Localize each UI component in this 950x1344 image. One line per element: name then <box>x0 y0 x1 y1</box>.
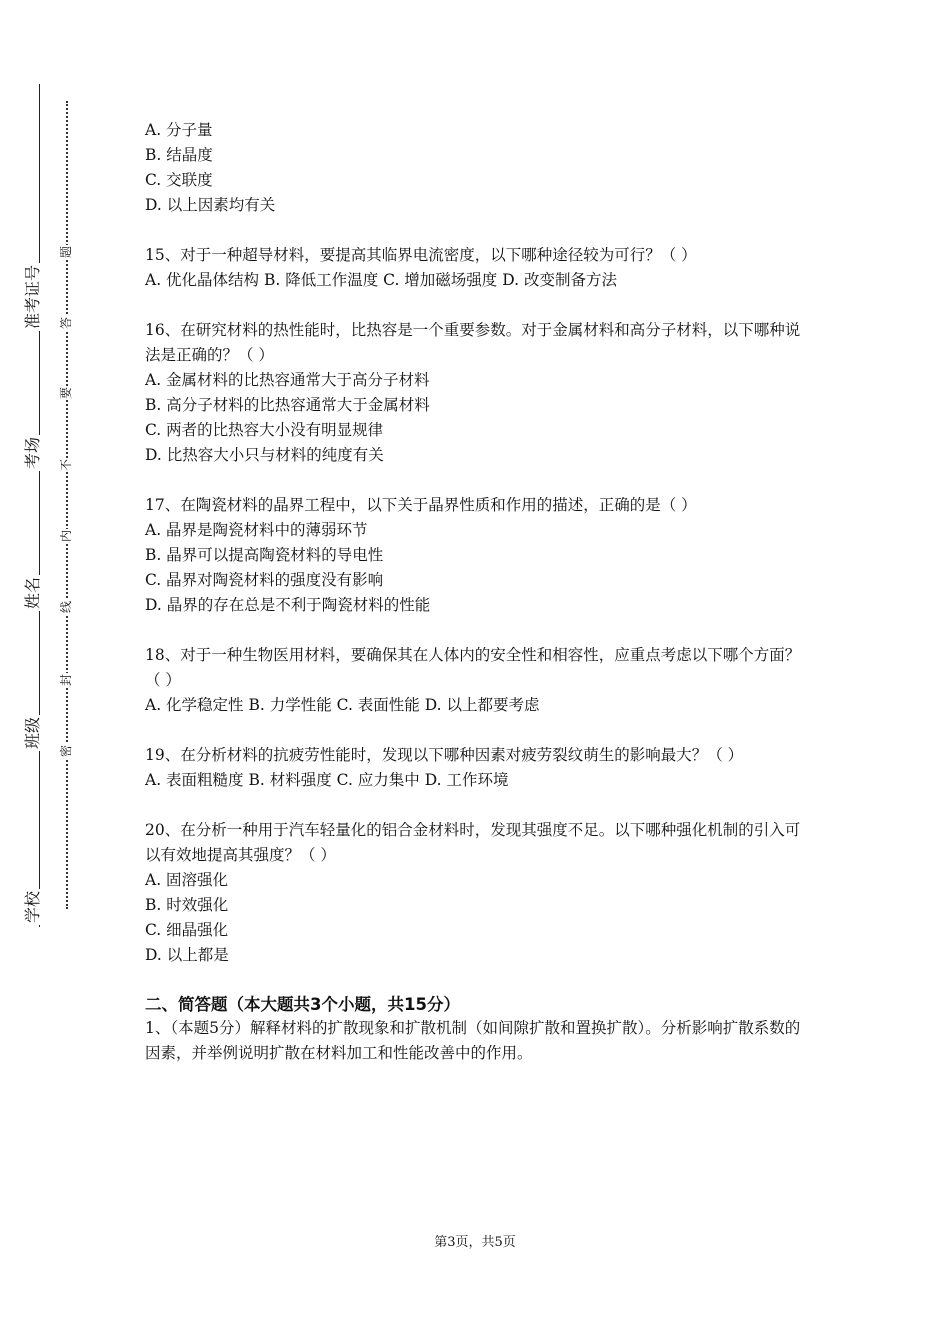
seal-char: 不 <box>59 458 73 471</box>
q17-option-c: C. 晶界对陶瓷材料的强度没有影响 <box>145 571 384 589</box>
q20-option-d: D. 以上都是 <box>145 946 229 964</box>
seal-dotted-line <box>66 101 68 909</box>
q15-options: A. 优化晶体结构 B. 降低工作温度 C. 增加磁场强度 D. 改变制备方法 <box>145 271 617 289</box>
q16-option-b: B. 高分子材料的比热容通常大于金属材料 <box>145 396 430 414</box>
label-exam-room: 考场 <box>23 436 42 469</box>
seal-char: 密 <box>59 744 73 757</box>
q20-option-c: C. 细晶强化 <box>145 921 229 939</box>
label-name: 姓名 <box>23 576 42 609</box>
q14-option-c: C. 交联度 <box>145 171 213 189</box>
label-school: 学校 <box>23 890 42 923</box>
q20-option-b: B. 时效强化 <box>145 896 229 914</box>
q14-option-b: B. 结晶度 <box>145 146 213 164</box>
q17-option-d: D. 晶界的存在总是不利于陶瓷材料的性能 <box>145 596 431 614</box>
q17-option-a: A. 晶界是陶瓷材料中的薄弱环节 <box>145 521 368 539</box>
q17-option-b: B. 晶界可以提高陶瓷材料的导电性 <box>145 546 384 564</box>
binding-line <box>39 84 40 927</box>
seal-char: 要 <box>59 386 73 399</box>
q15-stem: 15、对于一种超导材料，要提高其临界电流密度，以下哪种途径较为可行？（ ） <box>145 246 697 264</box>
q19-stem: 19、在分析材料的抗疲劳性能时，发现以下哪种因素对疲劳裂纹萌生的影响最大？（ ） <box>145 746 744 764</box>
question-content <box>145 118 815 1066</box>
q17-stem: 17、在陶瓷材料的晶界工程中，以下关于晶界性质和作用的描述，正确的是（ ） <box>145 496 697 514</box>
page-footer: 第3页，共5页 <box>434 1235 516 1250</box>
seal-char: 题 <box>59 245 73 258</box>
q16-option-d: D. 比热容大小只与材料的纯度有关 <box>145 446 384 464</box>
q20-stem: 20、在分析一种用于汽车轻量化的铝合金材料时，发现其强度不足。以下哪种强化机制的引入可以有效地提高其强度？（ ） <box>145 821 801 864</box>
label-class: 班级 <box>23 716 42 749</box>
q16-option-c: C. 两者的比热容大小没有明显规律 <box>145 421 384 439</box>
q16-option-a: A. 金属材料的比热容通常大于高分子材料 <box>145 371 430 389</box>
seal-char: 封 <box>59 673 73 686</box>
short-answer-q1: 1、（本题5分）解释材料的扩散现象和扩散机制（如间隙扩散和置换扩散）。分析影响扩散系数的因素，并举例说明扩散在材料加工和性能改善中的作用。 <box>145 1019 801 1062</box>
seal-char: 答 <box>59 316 73 329</box>
q14-option-a: A. 分子量 <box>145 121 213 139</box>
q16-stem: 16、在研究材料的热性能时，比热容是一个重要参数。对于金属材料和高分子材料，以下哪种说法是正确的？（ ） <box>145 321 801 364</box>
q18-stem: 18、对于一种生物医用材料，要确保其在人体内的安全性和相容性，应重点考虑以下哪个方面？（ ） <box>145 646 801 689</box>
seal-char: 内 <box>59 529 73 542</box>
label-exam-number: 准考证号 <box>23 264 42 329</box>
q14-option-d: D. 以上因素均有关 <box>145 196 276 214</box>
q18-options: A. 化学稳定性 B. 力学性能 C. 表面性能 D. 以上都要考虑 <box>145 696 540 714</box>
q20-option-a: A. 固溶强化 <box>145 871 229 889</box>
q19-options: A. 表面粗糙度 B. 材料强度 C. 应力集中 D. 工作环境 <box>145 771 509 789</box>
section-title-short-answer: 二、简答题（本大题共3个小题，共15分） <box>145 995 460 1014</box>
seal-char: 线 <box>59 600 73 613</box>
